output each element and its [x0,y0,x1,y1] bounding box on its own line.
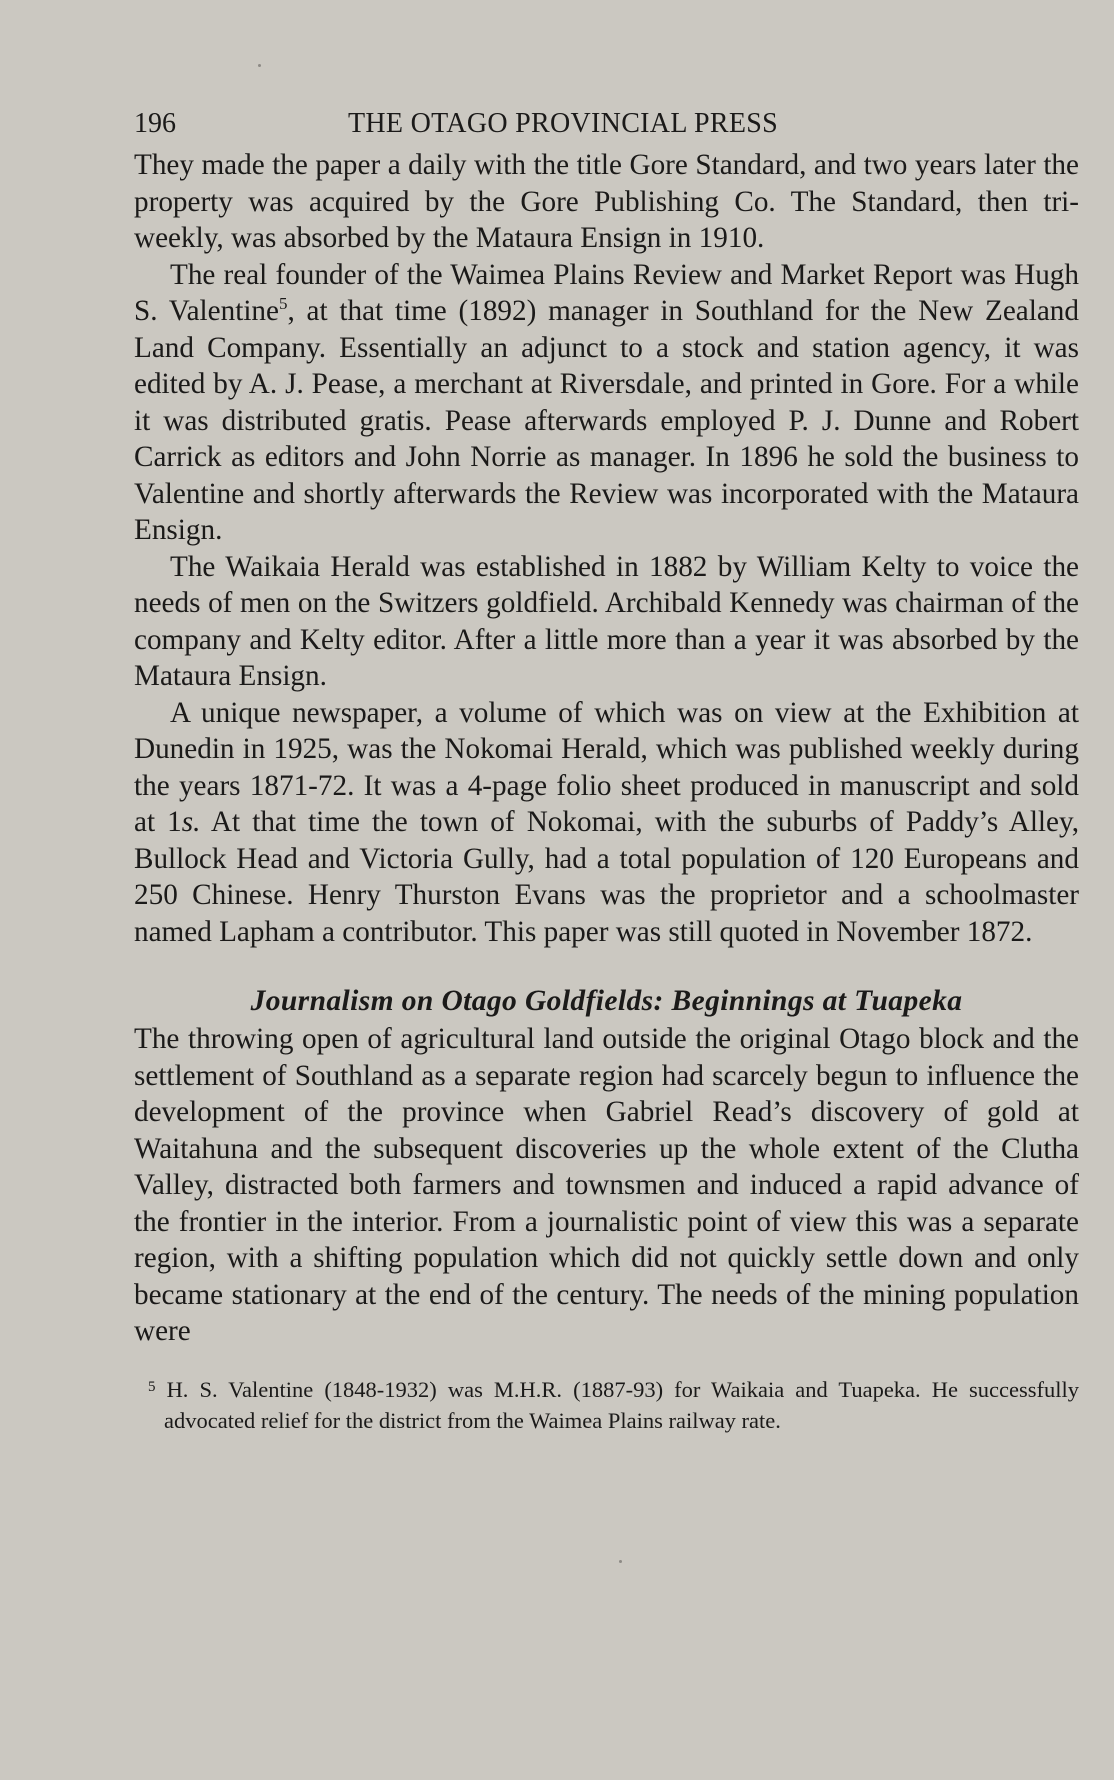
book-page [134,104,1079,1436]
paragraph-nokomai-herald [134,695,1079,951]
paragraph-text: A unique newspaper, a volume of which was on view at the Exhibition at Dunedin in 1925, was the Nokomai Herald, which was published weekly during the years 1871-72. It was a 4-page folio sheet produced in manuscript and sold at 1 [134,696,1079,838]
paragraph-text: At that time the town of Nokomai, with the suburbs of Paddy’s Alley, Bullock Head and Victoria Gully, had a total population of 120 Europeans and 250 Chinese. Henry Thurston Evans was the proprietor and a schoolmaster named Lapham a contributor. This paper was still quoted in November 1872. [134,806,1079,948]
paper-speck [619,1560,622,1563]
paper-speck [258,64,261,67]
footnote-marker: 5 [148,1378,156,1395]
paragraph-text: , at that time (1892) manager in Southland for the New Zealand Land Company. Essentially an adjunct to a stock and station agency, it was edited by A. J. Pease, a merchant at Riversdale, and printed in Gore. For a while it was distributed gratis. Pease afterwards employed P. J. Dunne and Robert Carrick as editors and John Norrie as manager. In 1896 he sold the business to Valentine and shortly afterwards the Review was incorporated with the Mataura Ensign. [134,295,1079,546]
paragraph-goldfields: The throwing open of agricultural land outside the original Otago block and the settlement of Southland as a separate region had scarcely begun to influence the development of the province when Gabriel Read’s discovery of gold at Waitahuna and the subsequent discoveries up the whole extent of the Clutha Valley, distracted both farmers and townsmen and induced a rapid advance of the frontier in the interior. From a journalistic point of view this was a separate region, with a shifting population which did not quickly settle down and only became stationary at the end of the century. The needs of the mining population were [134,1023,1079,1347]
footnote-text: H. S. Valentine (1848-1932) was M.H.R. (1887-93) for Waikaia and Tuapeka. He successfully advocated relief for the district from the Waimea Plains railway rate. [164,1376,1079,1433]
footnotes [134,1372,1079,1436]
running-title: THE OTAGO PROVINCIAL PRESS [348,108,778,139]
section-heading: Journalism on Otago Goldfields: Beginnings at Tuapeka [250,985,963,1017]
body-text [134,147,1079,1350]
paragraph-waikaia-herald: The Waikaia Herald was established in 1882 by William Kelty to voice the needs of men on the Switzers goldfield. Archibald Kennedy was chairman of the company and Kelty editor. After a little more than a year it was absorbed by the Mataura Ensign. [134,550,1079,692]
italic-shilling: s. [181,806,201,838]
footnote-reference: 5 [278,294,288,313]
paragraph-gore-standard: They made the paper a daily with the title Gore Standard, and two years later the property was acquired by the Gore Publishing Co. The Standard, then tri-weekly, was absorbed by the Mataura Ensign in 1910. [134,149,1079,254]
paragraph-text: The real founder of the Waimea Plains Review and Market Report was Hugh S. Valentine [134,258,1079,327]
page-number: 196 [134,108,176,139]
paragraph-waimea-plains-review [134,257,1079,549]
page-header [134,104,1079,144]
